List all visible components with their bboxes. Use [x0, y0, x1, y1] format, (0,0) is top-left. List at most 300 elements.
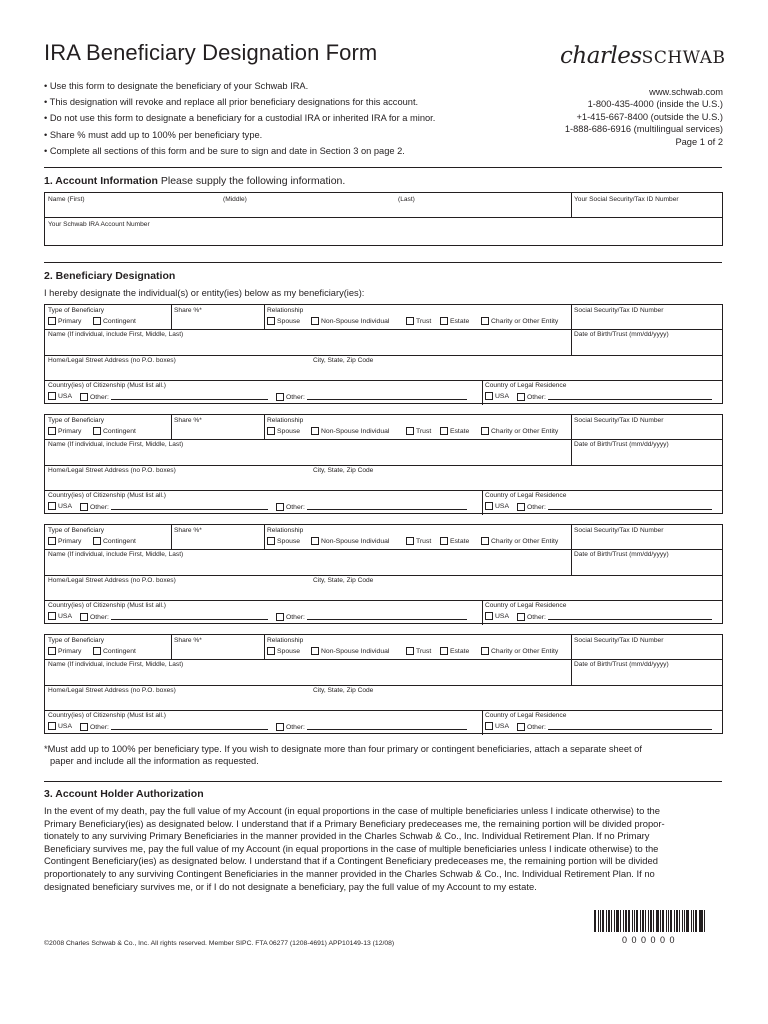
- barcode-bar: [666, 910, 667, 932]
- citizenship-other2-field[interactable]: [276, 722, 467, 731]
- checkbox-icon[interactable]: [48, 647, 56, 655]
- bene-dob-field[interactable]: Date of Birth/Trust (mm/dd/yyyy): [574, 331, 669, 338]
- barcode-bar: [704, 910, 705, 932]
- instruction-item: • This designation will revoke and replace all prior beneficiary designations for this account.: [44, 94, 435, 110]
- checkbox-icon[interactable]: [406, 317, 414, 325]
- barcode-bar: [632, 910, 633, 932]
- other-input-line[interactable]: [111, 502, 268, 510]
- bene-address-field[interactable]: Home/Legal Street Address (no P.O. boxes): [48, 687, 176, 694]
- primary-checkbox[interactable]: [48, 427, 81, 435]
- citizenship-usa-checkbox[interactable]: [48, 722, 72, 730]
- charity-checkbox[interactable]: [481, 427, 558, 435]
- trust-checkbox[interactable]: [406, 427, 431, 435]
- usa-label: USA: [58, 723, 72, 730]
- barcode-bar: [656, 910, 660, 932]
- checkbox-icon[interactable]: [485, 392, 493, 400]
- barcode-bar: [602, 910, 605, 932]
- non-spouse-checkbox[interactable]: [311, 317, 389, 325]
- bene-city-field[interactable]: City, State, Zip Code: [313, 577, 374, 584]
- share-field[interactable]: Share %*: [174, 637, 202, 644]
- checkbox-icon[interactable]: [267, 427, 275, 435]
- contact-info: [565, 86, 723, 148]
- checkbox-icon[interactable]: [48, 317, 56, 325]
- section3-heading: 3. Account Holder Authorization: [44, 788, 204, 800]
- non-spouse-label: Non-Spouse Individual: [321, 428, 390, 435]
- other-label: Other:: [90, 504, 109, 511]
- instruction-item: • Complete all sections of this form and be sure to sign and date in Section 3 on page 2.: [44, 143, 435, 159]
- field-divider: [45, 490, 722, 491]
- non-spouse-label: Non-Spouse Individual: [321, 538, 390, 545]
- citizenship-other2-field[interactable]: [276, 502, 467, 511]
- authorization-line: Beneficiary survives me, pay the full value of my Account (in equal proportions in the case of multiple beneficiaries unless I indicate otherwise) to the: [44, 842, 659, 854]
- estate-checkbox[interactable]: [440, 647, 469, 655]
- barcode-number: 000000: [621, 935, 680, 945]
- barcode-bar: [670, 910, 673, 932]
- barcode-bar: [642, 910, 645, 932]
- residence-label: Country of Legal Residence: [485, 712, 567, 719]
- field-divider: [45, 355, 722, 356]
- trust-label: Trust: [416, 648, 432, 655]
- other-input-line[interactable]: [307, 502, 467, 510]
- bene-address-field[interactable]: Home/Legal Street Address (no P.O. boxes): [48, 577, 176, 584]
- barcode-bar: [648, 910, 649, 932]
- checkbox-icon[interactable]: [93, 427, 101, 435]
- field-divider: [264, 635, 265, 659]
- checkbox-icon[interactable]: [93, 537, 101, 545]
- field-divider: [482, 380, 483, 405]
- contingent-label: Contingent: [103, 538, 136, 545]
- spouse-label: Spouse: [277, 428, 301, 435]
- checkbox-icon[interactable]: [80, 613, 88, 621]
- spouse-checkbox[interactable]: [267, 427, 300, 435]
- other-label: Other:: [286, 614, 305, 621]
- citizenship-usa-checkbox[interactable]: [48, 502, 72, 510]
- field-divider: [482, 490, 483, 515]
- barcode-bar: [636, 910, 638, 932]
- spouse-checkbox[interactable]: [267, 537, 300, 545]
- name-middle-field[interactable]: (Middle): [223, 196, 247, 203]
- checkbox-icon[interactable]: [440, 537, 448, 545]
- non-spouse-label: Non-Spouse Individual: [321, 318, 390, 325]
- barcode-bar: [679, 910, 680, 932]
- form-title: IRA Beneficiary Designation Form: [44, 40, 378, 65]
- field-divider: [45, 549, 722, 550]
- share-footnote: [44, 743, 642, 767]
- phone-multilingual: 1-888-686-6916 (multilingual services): [564, 124, 723, 135]
- checkbox-icon[interactable]: [517, 723, 525, 731]
- name-first-field[interactable]: Name (First): [48, 196, 85, 203]
- barcode-bar: [650, 910, 652, 932]
- citizenship-usa-checkbox[interactable]: [48, 612, 72, 620]
- checkbox-icon[interactable]: [276, 503, 284, 511]
- residence-label: Country of Legal Residence: [485, 602, 567, 609]
- barcode-bar: [645, 910, 646, 932]
- primary-checkbox[interactable]: [48, 317, 81, 325]
- barcode-bar: [616, 910, 620, 932]
- share-field[interactable]: Share %*: [174, 417, 202, 424]
- spouse-label: Spouse: [277, 538, 301, 545]
- checkbox-icon[interactable]: [481, 647, 489, 655]
- citizenship-other-field[interactable]: [80, 502, 268, 511]
- primary-label: Primary: [58, 538, 82, 545]
- other-input-line[interactable]: [111, 392, 268, 400]
- primary-label: Primary: [58, 648, 82, 655]
- barcode-bar: [662, 910, 664, 932]
- checkbox-icon[interactable]: [311, 427, 319, 435]
- charity-checkbox[interactable]: [481, 317, 558, 325]
- barcode-bar: [699, 910, 700, 932]
- bene-ssn-field[interactable]: Social Security/Tax ID Number: [574, 307, 664, 314]
- share-field[interactable]: Share %*: [174, 527, 202, 534]
- barcode-bar: [606, 910, 607, 932]
- citizenship-usa-checkbox[interactable]: [48, 392, 72, 400]
- authorization-line: Contingent Beneficiary(ies) as designated below. I understand that if a Contingent Beneficiary predeceases me, the remaining portion will be divided: [44, 855, 658, 867]
- barcode-bar: [620, 910, 621, 932]
- bene-ssn-field[interactable]: Social Security/Tax ID Number: [574, 527, 664, 534]
- section2-intro: I hereby designate the individual(s) or entity(ies) below as my beneficiary(ies):: [44, 288, 365, 298]
- field-divider: [45, 217, 722, 218]
- checkbox-icon[interactable]: [440, 427, 448, 435]
- barcode-bar: [674, 910, 675, 932]
- checkbox-icon[interactable]: [80, 723, 88, 731]
- field-divider: [264, 305, 265, 329]
- bene-name-field[interactable]: Name (If individual, include First, Middle, Last): [48, 331, 184, 338]
- checkbox-icon[interactable]: [267, 647, 275, 655]
- bene-city-field[interactable]: City, State, Zip Code: [313, 357, 374, 364]
- bene-dob-field[interactable]: Date of Birth/Trust (mm/dd/yyyy): [574, 551, 669, 558]
- other-label: Other:: [90, 614, 109, 621]
- citizenship-other-field[interactable]: [80, 722, 268, 731]
- checkbox-icon[interactable]: [267, 317, 275, 325]
- checkbox-icon[interactable]: [517, 613, 525, 621]
- other-input-line[interactable]: [548, 722, 712, 730]
- logo-schwab: SCHWAB: [641, 48, 726, 68]
- instruction-item: • Use this form to designate the beneficiary of your Schwab IRA.: [44, 78, 435, 94]
- residence-other-field[interactable]: [517, 392, 712, 401]
- barcode-bar: [676, 910, 678, 932]
- phone-us: 1-800-435-4000 (inside the U.S.): [587, 99, 723, 110]
- share-field[interactable]: Share %*: [174, 307, 202, 314]
- field-divider: [264, 525, 265, 549]
- barcode-bar: [686, 910, 689, 932]
- barcode-bar: [600, 910, 601, 932]
- barcode-bar: [614, 910, 615, 932]
- residence-usa-checkbox[interactable]: [485, 392, 509, 400]
- non-spouse-checkbox[interactable]: [311, 537, 389, 545]
- checkbox-icon[interactable]: [311, 537, 319, 545]
- checkbox-icon[interactable]: [48, 612, 56, 620]
- footnote-line: paper and include all the information as requested.: [50, 756, 259, 766]
- checkbox-icon[interactable]: [517, 503, 525, 511]
- instruction-item: • Do not use this form to designate a beneficiary for a custodial IRA or inherited IRA for a minor.: [44, 110, 435, 126]
- other-input-line[interactable]: [307, 392, 467, 400]
- primary-checkbox[interactable]: [48, 647, 81, 655]
- residence-usa-checkbox[interactable]: [485, 612, 509, 620]
- charity-label: Charity or Other Entity: [491, 428, 559, 435]
- trust-label: Trust: [416, 538, 432, 545]
- checkbox-icon[interactable]: [48, 392, 56, 400]
- type-label: Type of Beneficiary: [48, 307, 105, 314]
- trust-checkbox[interactable]: [406, 647, 431, 655]
- spouse-checkbox[interactable]: [267, 317, 300, 325]
- estate-checkbox[interactable]: [440, 317, 469, 325]
- field-divider: [571, 635, 572, 685]
- checkbox-icon[interactable]: [93, 317, 101, 325]
- checkbox-icon[interactable]: [276, 723, 284, 731]
- relationship-label: Relationship: [267, 417, 304, 424]
- field-divider: [45, 600, 722, 601]
- field-divider: [45, 710, 722, 711]
- barcode-bar: [594, 910, 596, 932]
- bene-city-field[interactable]: City, State, Zip Code: [313, 467, 374, 474]
- charity-checkbox[interactable]: [481, 647, 558, 655]
- authorization-line: Primary Beneficiary(ies) as designated below. I understand that if a Primary Beneficiary predeceases me, the remaining portion will be divided propor-: [44, 817, 665, 829]
- checkbox-icon[interactable]: [276, 393, 284, 401]
- barcode-bar: [598, 910, 599, 932]
- checkbox-icon[interactable]: [276, 613, 284, 621]
- residence-other-field[interactable]: [517, 722, 712, 731]
- other-input-line[interactable]: [548, 502, 712, 510]
- authorization-line: In the event of my death, pay the full value of my Account (in equal proportions in the case of multiple beneficiaries unless I indicate otherwise) to the: [44, 805, 660, 816]
- authorization-line: designated beneficiary survives me, or if I do not designate a beneficiary, pay the full value of my Account to my estate.: [44, 880, 537, 892]
- field-divider: [482, 710, 483, 735]
- other-label: Other:: [527, 614, 546, 621]
- checkbox-icon[interactable]: [440, 647, 448, 655]
- barcode-bar: [695, 910, 697, 932]
- other-label: Other:: [286, 394, 305, 401]
- other-input-line[interactable]: [111, 612, 268, 620]
- ssn-field[interactable]: Your Social Security/Tax ID Number: [574, 196, 679, 203]
- estate-label: Estate: [450, 648, 470, 655]
- barcode: [594, 910, 707, 932]
- residence-label: Country of Legal Residence: [485, 492, 567, 499]
- other-label: Other:: [286, 504, 305, 511]
- checkbox-icon[interactable]: [311, 647, 319, 655]
- citizenship-other2-field[interactable]: [276, 392, 467, 401]
- citizenship-other-field[interactable]: [80, 612, 268, 621]
- primary-checkbox[interactable]: [48, 537, 81, 545]
- checkbox-icon[interactable]: [80, 393, 88, 401]
- beneficiary-block: [44, 524, 723, 624]
- charity-label: Charity or Other Entity: [491, 648, 559, 655]
- contingent-label: Contingent: [103, 648, 136, 655]
- checkbox-icon[interactable]: [48, 537, 56, 545]
- bene-address-field[interactable]: Home/Legal Street Address (no P.O. boxes): [48, 467, 176, 474]
- authorization-text: [44, 805, 724, 893]
- schwab-logo: [560, 42, 726, 69]
- checkbox-icon[interactable]: [406, 647, 414, 655]
- field-divider: [45, 685, 722, 686]
- charity-checkbox[interactable]: [481, 537, 558, 545]
- trust-checkbox[interactable]: [406, 317, 431, 325]
- other-label: Other:: [527, 724, 546, 731]
- usa-label: USA: [58, 613, 72, 620]
- other-label: Other:: [90, 394, 109, 401]
- charity-label: Charity or Other Entity: [491, 318, 559, 325]
- field-divider: [571, 525, 572, 575]
- bene-dob-field[interactable]: Date of Birth/Trust (mm/dd/yyyy): [574, 661, 669, 668]
- checkbox-icon[interactable]: [517, 393, 525, 401]
- checkbox-icon[interactable]: [311, 317, 319, 325]
- bene-name-field[interactable]: Name (If individual, include First, Middle, Last): [48, 551, 184, 558]
- usa-label: USA: [495, 613, 509, 620]
- website-link[interactable]: www.schwab.com: [649, 87, 723, 97]
- checkbox-icon[interactable]: [406, 427, 414, 435]
- type-label: Type of Beneficiary: [48, 637, 105, 644]
- section-divider: [44, 167, 722, 168]
- bene-name-field[interactable]: Name (If individual, include First, Middle, Last): [48, 661, 184, 668]
- relationship-label: Relationship: [267, 527, 304, 534]
- footnote-line: *Must add up to 100% per beneficiary type. If you wish to designate more than four primary or contingent beneficiaries, attach a separate sheet of: [44, 744, 642, 754]
- bene-ssn-field[interactable]: Social Security/Tax ID Number: [574, 417, 664, 424]
- field-divider: [571, 415, 572, 465]
- contingent-label: Contingent: [103, 318, 136, 325]
- non-spouse-checkbox[interactable]: [311, 647, 389, 655]
- checkbox-icon[interactable]: [485, 612, 493, 620]
- other-label: Other:: [90, 724, 109, 731]
- barcode-bar: [611, 910, 612, 932]
- checkbox-icon[interactable]: [93, 647, 101, 655]
- trust-checkbox[interactable]: [406, 537, 431, 545]
- checkbox-icon[interactable]: [48, 722, 56, 730]
- page-number: Page 1 of 2: [675, 136, 723, 147]
- beneficiary-block: [44, 304, 723, 404]
- spouse-label: Spouse: [277, 318, 301, 325]
- other-input-line[interactable]: [307, 722, 467, 730]
- phone-intl: +1-415-667-8400 (outside the U.S.): [576, 111, 723, 122]
- citizenship-label: Country(ies) of Citizenship (Must list all.): [48, 712, 166, 719]
- field-divider: [45, 380, 722, 381]
- bene-dob-field[interactable]: Date of Birth/Trust (mm/dd/yyyy): [574, 441, 669, 448]
- section-divider: [44, 262, 722, 263]
- estate-label: Estate: [450, 538, 470, 545]
- field-divider: [264, 415, 265, 439]
- spouse-label: Spouse: [277, 648, 301, 655]
- section1-heading: [44, 175, 345, 187]
- field-divider: [45, 329, 722, 330]
- estate-checkbox[interactable]: [440, 537, 469, 545]
- barcode-bar: [693, 910, 694, 932]
- checkbox-icon[interactable]: [48, 502, 56, 510]
- checkbox-icon[interactable]: [481, 537, 489, 545]
- beneficiary-block: [44, 634, 723, 734]
- barcode-bar: [640, 910, 641, 932]
- checkbox-icon[interactable]: [440, 317, 448, 325]
- field-divider: [45, 575, 722, 576]
- contingent-label: Contingent: [103, 428, 136, 435]
- checkbox-icon[interactable]: [481, 427, 489, 435]
- barcode-bar: [660, 910, 661, 932]
- field-divider: [171, 415, 172, 439]
- other-label: Other:: [527, 504, 546, 511]
- trust-label: Trust: [416, 428, 432, 435]
- logo-charles: charles: [560, 43, 642, 69]
- charity-label: Charity or Other Entity: [491, 538, 559, 545]
- checkbox-icon[interactable]: [481, 317, 489, 325]
- section2-heading: 2. Beneficiary Designation: [44, 270, 176, 282]
- checkbox-icon[interactable]: [80, 503, 88, 511]
- other-input-line[interactable]: [548, 612, 712, 620]
- barcode-bar: [634, 910, 635, 932]
- residence-usa-checkbox[interactable]: [485, 502, 509, 510]
- other-label: Other:: [286, 724, 305, 731]
- bene-city-field[interactable]: City, State, Zip Code: [313, 687, 374, 694]
- barcode-bar: [684, 910, 686, 932]
- checkbox-icon[interactable]: [485, 722, 493, 730]
- citizenship-label: Country(ies) of Citizenship (Must list all.): [48, 602, 166, 609]
- usa-label: USA: [58, 393, 72, 400]
- field-divider: [171, 635, 172, 659]
- barcode-bar: [623, 910, 624, 932]
- residence-usa-checkbox[interactable]: [485, 722, 509, 730]
- usa-label: USA: [495, 503, 509, 510]
- barcode-bar: [608, 910, 610, 932]
- type-label: Type of Beneficiary: [48, 527, 105, 534]
- barcode-bar: [653, 910, 654, 932]
- field-divider: [171, 305, 172, 329]
- checkbox-icon[interactable]: [406, 537, 414, 545]
- non-spouse-checkbox[interactable]: [311, 427, 389, 435]
- other-input-line[interactable]: [548, 392, 712, 400]
- usa-label: USA: [495, 393, 509, 400]
- contingent-checkbox[interactable]: [93, 647, 136, 655]
- non-spouse-label: Non-Spouse Individual: [321, 648, 390, 655]
- spouse-checkbox[interactable]: [267, 647, 300, 655]
- barcode-bar: [668, 910, 669, 932]
- usa-label: USA: [495, 723, 509, 730]
- estate-checkbox[interactable]: [440, 427, 469, 435]
- account-number-field[interactable]: Your Schwab IRA Account Number: [48, 221, 150, 228]
- primary-label: Primary: [58, 428, 82, 435]
- barcode-bar: [691, 910, 692, 932]
- barcode-bar: [682, 910, 683, 932]
- checkbox-icon[interactable]: [48, 427, 56, 435]
- citizenship-other2-field[interactable]: [276, 612, 467, 621]
- section1-title: 1. Account Information: [44, 175, 158, 187]
- residence-other-field[interactable]: [517, 502, 712, 511]
- instructions-list: [44, 78, 435, 159]
- checkbox-icon[interactable]: [267, 537, 275, 545]
- checkbox-icon[interactable]: [485, 502, 493, 510]
- relationship-label: Relationship: [267, 637, 304, 644]
- other-input-line[interactable]: [307, 612, 467, 620]
- citizenship-other-field[interactable]: [80, 392, 268, 401]
- citizenship-label: Country(ies) of Citizenship (Must list all.): [48, 492, 166, 499]
- authorization-line: tionately to any surviving Primary Beneficiaries in the manner provided in the Charles Schwab & Co., Inc. Individual Retirement Plan. If no Primary: [44, 830, 650, 842]
- residence-label: Country of Legal Residence: [485, 382, 567, 389]
- field-divider: [45, 439, 722, 440]
- copyright-footer: ©2008 Charles Schwab & Co., Inc. All rights reserved. Member SIPC. FTA 06277 (1208-4691) APP10149-13 (12/08): [44, 940, 395, 947]
- contingent-checkbox[interactable]: [93, 427, 136, 435]
- field-divider: [482, 600, 483, 625]
- estate-label: Estate: [450, 428, 470, 435]
- contingent-checkbox[interactable]: [93, 537, 136, 545]
- trust-label: Trust: [416, 318, 432, 325]
- residence-other-field[interactable]: [517, 612, 712, 621]
- primary-label: Primary: [58, 318, 82, 325]
- bene-address-field[interactable]: Home/Legal Street Address (no P.O. boxes): [48, 357, 176, 364]
- bene-name-field[interactable]: Name (If individual, include First, Middle, Last): [48, 441, 184, 448]
- beneficiary-block: [44, 414, 723, 514]
- section-divider: [44, 781, 722, 782]
- barcode-bar: [625, 910, 627, 932]
- name-last-field[interactable]: (Last): [398, 196, 415, 203]
- bene-ssn-field[interactable]: Social Security/Tax ID Number: [574, 637, 664, 644]
- other-input-line[interactable]: [111, 722, 268, 730]
- usa-label: USA: [58, 503, 72, 510]
- field-divider: [171, 525, 172, 549]
- contingent-checkbox[interactable]: [93, 317, 136, 325]
